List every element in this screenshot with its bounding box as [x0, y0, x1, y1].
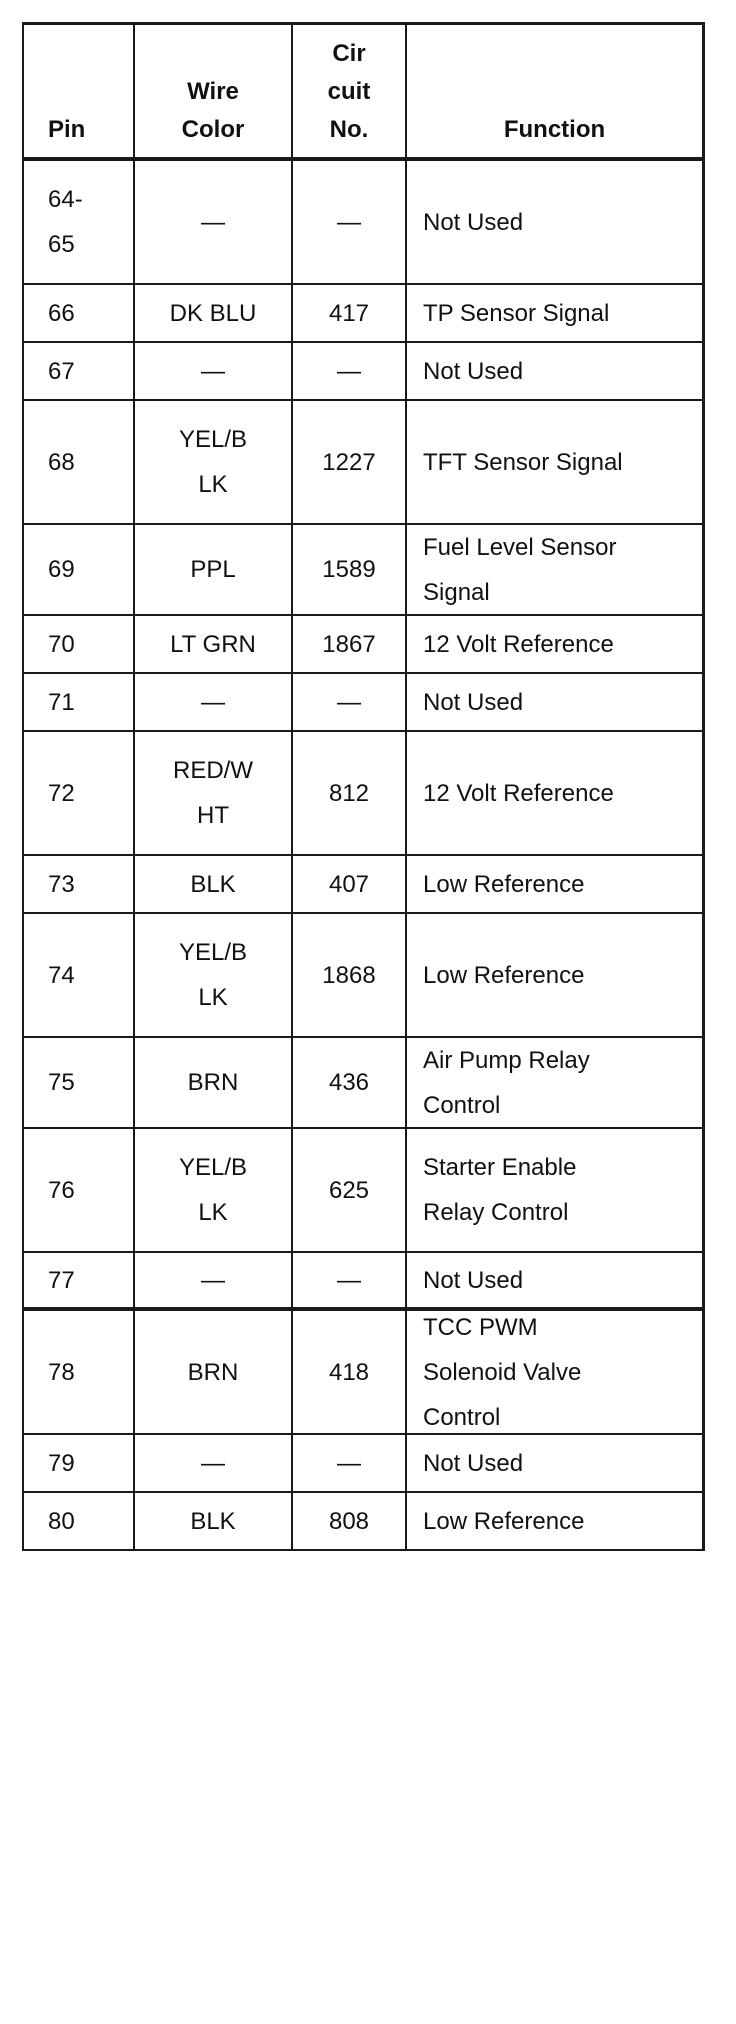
function-text: Low Reference: [423, 961, 585, 989]
table-row: [22, 343, 705, 401]
wire-color-text: YEL/B LK: [178, 939, 248, 1011]
circuit-no-text: 1227: [322, 448, 376, 476]
table-row: [22, 856, 705, 914]
function-text: TP Sensor Signal: [423, 299, 610, 327]
table-row: [22, 161, 705, 285]
function-cell: [405, 525, 705, 614]
function-text: TCC PWM Solenoid Valve Control: [423, 1313, 582, 1431]
pin-text: 73: [48, 870, 75, 898]
table-row: [22, 1129, 705, 1253]
pin-cell: [22, 1435, 133, 1491]
circuit-no-text: 417: [328, 299, 370, 327]
pin-table: [22, 22, 705, 1551]
wire-color-cell: [133, 401, 291, 523]
wire-color-cell: [133, 914, 291, 1036]
circuit-no-cell: [291, 1435, 405, 1491]
pin-text: 78: [48, 1358, 75, 1386]
circuit-no-text: 1867: [322, 630, 376, 658]
circuit-no-cell: [291, 856, 405, 912]
pin-text: 75: [48, 1069, 75, 1096]
function-text: Fuel Level Sensor Signal: [423, 533, 617, 606]
function-cell: [405, 1129, 705, 1251]
circuit-no-text: —: [337, 357, 361, 385]
circuit-no-text: —: [337, 1449, 361, 1477]
pin-cell: [22, 343, 133, 399]
pin-cell: [22, 1311, 133, 1433]
function-cell: [405, 343, 705, 399]
wire-color-text: DK BLU: [169, 299, 257, 327]
function-cell: [405, 1435, 705, 1491]
circuit-no-cell: [291, 914, 405, 1036]
pin-text: 72: [48, 779, 75, 807]
pin-cell: [22, 1493, 133, 1549]
wire-color-cell: [133, 616, 291, 672]
header-wire-color: Wire Color: [181, 78, 245, 143]
table-row: [22, 285, 705, 343]
function-cell: [405, 856, 705, 912]
function-text: TFT Sensor Signal: [423, 448, 623, 476]
function-cell: [405, 1038, 705, 1127]
pin-text: 71: [48, 688, 75, 716]
wire-color-text: BLK: [190, 870, 236, 898]
pin-cell: [22, 674, 133, 730]
pin-cell: [22, 1129, 133, 1251]
wire-color-cell: [133, 1311, 291, 1433]
circuit-no-text: 407: [328, 870, 370, 898]
pin-cell: [22, 525, 133, 614]
table-header-row: [22, 22, 705, 161]
header-wire-color-cell: [133, 25, 291, 157]
table-row: [22, 674, 705, 732]
function-text: Starter Enable Relay Control: [423, 1154, 577, 1226]
table-row: [22, 525, 705, 616]
pin-cell: [22, 732, 133, 854]
pin-text: 77: [48, 1266, 75, 1294]
circuit-no-cell: [291, 1129, 405, 1251]
circuit-no-text: 1868: [322, 961, 376, 989]
pin-cell: [22, 1253, 133, 1307]
header-pin: Pin: [48, 116, 86, 143]
function-cell: [405, 732, 705, 854]
wire-color-text: RED/W HT: [173, 757, 253, 829]
function-cell: [405, 401, 705, 523]
circuit-no-cell: [291, 674, 405, 730]
table-row: [22, 914, 705, 1038]
wire-color-text: BRN: [187, 1069, 239, 1096]
circuit-no-text: 808: [328, 1507, 370, 1535]
table-row: [22, 1435, 705, 1493]
circuit-no-text: 812: [328, 779, 370, 807]
wire-color-text: —: [201, 208, 225, 236]
circuit-no-cell: [291, 1311, 405, 1433]
wire-color-text: YEL/B LK: [178, 1154, 248, 1226]
function-cell: [405, 161, 705, 283]
circuit-no-cell: [291, 1493, 405, 1549]
circuit-no-cell: [291, 285, 405, 341]
wire-color-text: —: [201, 1449, 225, 1477]
pin-text: 76: [48, 1176, 75, 1204]
pin-cell: [22, 616, 133, 672]
circuit-no-text: 418: [328, 1358, 370, 1386]
function-cell: [405, 914, 705, 1036]
circuit-no-text: 436: [328, 1069, 370, 1096]
wire-color-text: YEL/B LK: [178, 426, 248, 498]
table-row: [22, 1493, 705, 1551]
table-row: [22, 1253, 705, 1311]
wire-color-cell: [133, 1493, 291, 1549]
function-cell: [405, 1311, 705, 1433]
pin-cell: [22, 1038, 133, 1127]
circuit-no-cell: [291, 616, 405, 672]
wire-color-cell: [133, 1435, 291, 1491]
wire-color-cell: [133, 343, 291, 399]
pin-cell: [22, 161, 133, 283]
header-pin-cell: [22, 25, 133, 157]
function-cell: [405, 674, 705, 730]
circuit-no-cell: [291, 1038, 405, 1127]
circuit-no-text: —: [337, 688, 361, 716]
pin-text: 70: [48, 630, 75, 658]
pin-text: 66: [48, 299, 75, 327]
pin-text: 67: [48, 357, 75, 385]
function-cell: [405, 285, 705, 341]
wire-color-cell: [133, 161, 291, 283]
wire-color-text: BLK: [190, 1507, 236, 1535]
table-row: [22, 1311, 705, 1435]
pin-text: 69: [48, 556, 75, 583]
pin-text: 80: [48, 1507, 75, 1535]
header-function-cell: [405, 25, 705, 157]
wire-color-text: PPL: [190, 556, 236, 583]
wire-color-text: —: [201, 1266, 225, 1294]
circuit-no-text: 1589: [322, 556, 376, 583]
table-row: [22, 401, 705, 525]
wire-color-cell: [133, 856, 291, 912]
circuit-no-cell: [291, 1253, 405, 1307]
circuit-no-cell: [291, 161, 405, 283]
circuit-no-cell: [291, 732, 405, 854]
wire-color-cell: [133, 1129, 291, 1251]
pin-cell: [22, 914, 133, 1036]
function-text: Not Used: [423, 688, 524, 716]
wire-color-cell: [133, 732, 291, 854]
pin-text: 74: [48, 961, 75, 989]
function-cell: [405, 616, 705, 672]
wire-color-cell: [133, 525, 291, 614]
pin-cell: [22, 285, 133, 341]
function-text: Low Reference: [423, 870, 585, 898]
pin-cell: [22, 856, 133, 912]
pin-text: 68: [48, 448, 75, 476]
wire-color-cell: [133, 1038, 291, 1127]
pin-cell: [22, 401, 133, 523]
circuit-no-text: —: [337, 208, 361, 236]
function-text: 12 Volt Reference: [423, 630, 614, 658]
circuit-no-cell: [291, 525, 405, 614]
circuit-no-cell: [291, 401, 405, 523]
function-text: 12 Volt Reference: [423, 779, 614, 807]
function-cell: [405, 1493, 705, 1549]
function-text: Not Used: [423, 1449, 524, 1477]
pin-text: 64- 65: [48, 186, 83, 258]
wire-color-cell: [133, 674, 291, 730]
function-text: Not Used: [423, 357, 524, 385]
circuit-no-cell: [291, 343, 405, 399]
header-circuit-no-cell: [291, 25, 405, 157]
table-row: [22, 616, 705, 674]
function-text: Not Used: [423, 208, 524, 236]
circuit-no-text: —: [337, 1266, 361, 1294]
circuit-no-text: 625: [328, 1176, 370, 1204]
function-text: Low Reference: [423, 1507, 585, 1535]
function-cell: [405, 1253, 705, 1307]
function-text: Air Pump Relay Control: [423, 1046, 590, 1119]
header-function: Function: [503, 116, 606, 143]
wire-color-text: —: [201, 688, 225, 716]
function-text: Not Used: [423, 1266, 524, 1294]
wire-color-cell: [133, 285, 291, 341]
wire-color-text: —: [201, 357, 225, 385]
table-row: [22, 732, 705, 856]
wire-color-text: BRN: [187, 1358, 239, 1386]
pin-text: 79: [48, 1449, 75, 1477]
wire-color-text: LT GRN: [170, 630, 256, 658]
wire-color-cell: [133, 1253, 291, 1307]
header-circuit-no: Cir cuit No.: [327, 40, 371, 143]
table-row: [22, 1038, 705, 1129]
